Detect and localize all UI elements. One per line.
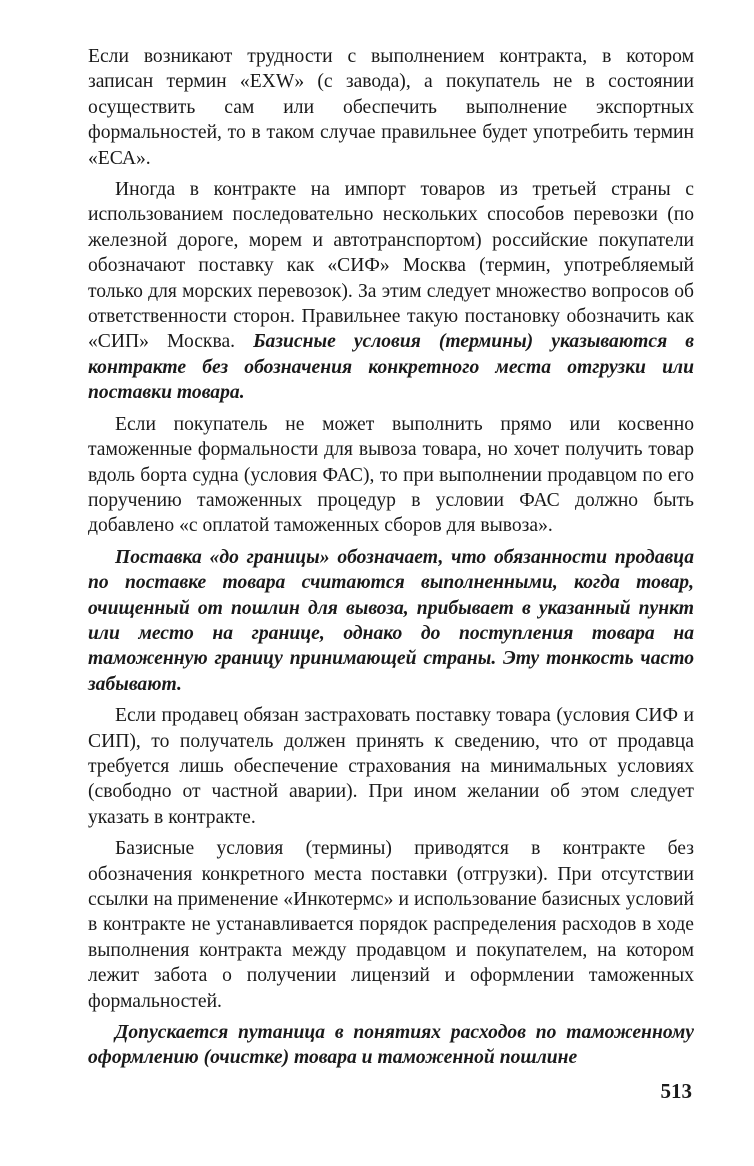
paragraph-2-text: Иногда в контракте на импорт товаров из третьей страны с использованием последовательно нескольких способов перевозки (по железной дороге, морем и автотранспортом) российские покупатели обозначают поставку как «СИФ» Москва (термин, употребляемый только для морских перевозок). За этим следует множество вопросов об ответственности сторон. Правильнее такую постановку обозначить как «СИП» Москва.: [88, 179, 694, 353]
paragraph-1: Если возникают трудности с выполнением контракта, в котором записан термин «EXW» (с завода), а покупатель не в состоянии осуществить сам или обеспечить выполнение экспортных формальностей, то в таком случае правильнее будет употребить термин «ЕСА».: [88, 46, 694, 169]
paragraph-5: Если продавец обязан застраховать поставку товара (условия СИФ и СИП), то получатель должен принять к сведению, что от продавца требуется лишь обеспечение страхования на минимальных условиях (свободно от частной аварии). При ином желании об этом следует указать в контракте.: [88, 705, 694, 828]
paragraph-2: [88, 177, 694, 406]
paragraph-7: Допускается путаница в понятиях расходов по таможенному оформлению (очистке) товара и таможенной пошлине: [88, 1022, 694, 1069]
page-number: 513: [660, 1079, 692, 1103]
paragraph-3: Если покупатель не может выполнить прямо или косвенно таможенные формальности для вывоза товара, но хочет получить товар вдоль борта судна (условия ФАС), то при выполнении продавцом по его поручению таможенных процедур в условии ФАС должно быть добавлено «с оплатой таможенных сборов для вывоза».: [88, 413, 694, 537]
page-body: [88, 44, 694, 1124]
paragraph-4: Поставка «до границы» обозначает, что обязанности продавца по поставке товара считаются выполненными, когда товар, очищенный от пошлин для вывоза, прибывает в указанный пункт или место на границе, однако до поступления товара на таможенную границу принимающей страны. Эту тонкость часто забывают.: [88, 546, 694, 695]
paragraph-6: Базисные условия (термины) приводятся в контракте без обозначения конкретного места поставки (отгрузки). При отсутствии ссылки на применение «Инкотермс» и использование базисных условий в контракте не устанавливается порядок распределения расходов в ходе выполнения контракта между продавцом и покупателем, на котором лежит забота о получении лицензий и оформлении таможенных формальностей.: [88, 838, 694, 1012]
paragraph-2-emphasis: Базисные условия (термины) указываются в контракте без обозначения конкретного места отгрузки или поставки товара.: [88, 331, 694, 404]
